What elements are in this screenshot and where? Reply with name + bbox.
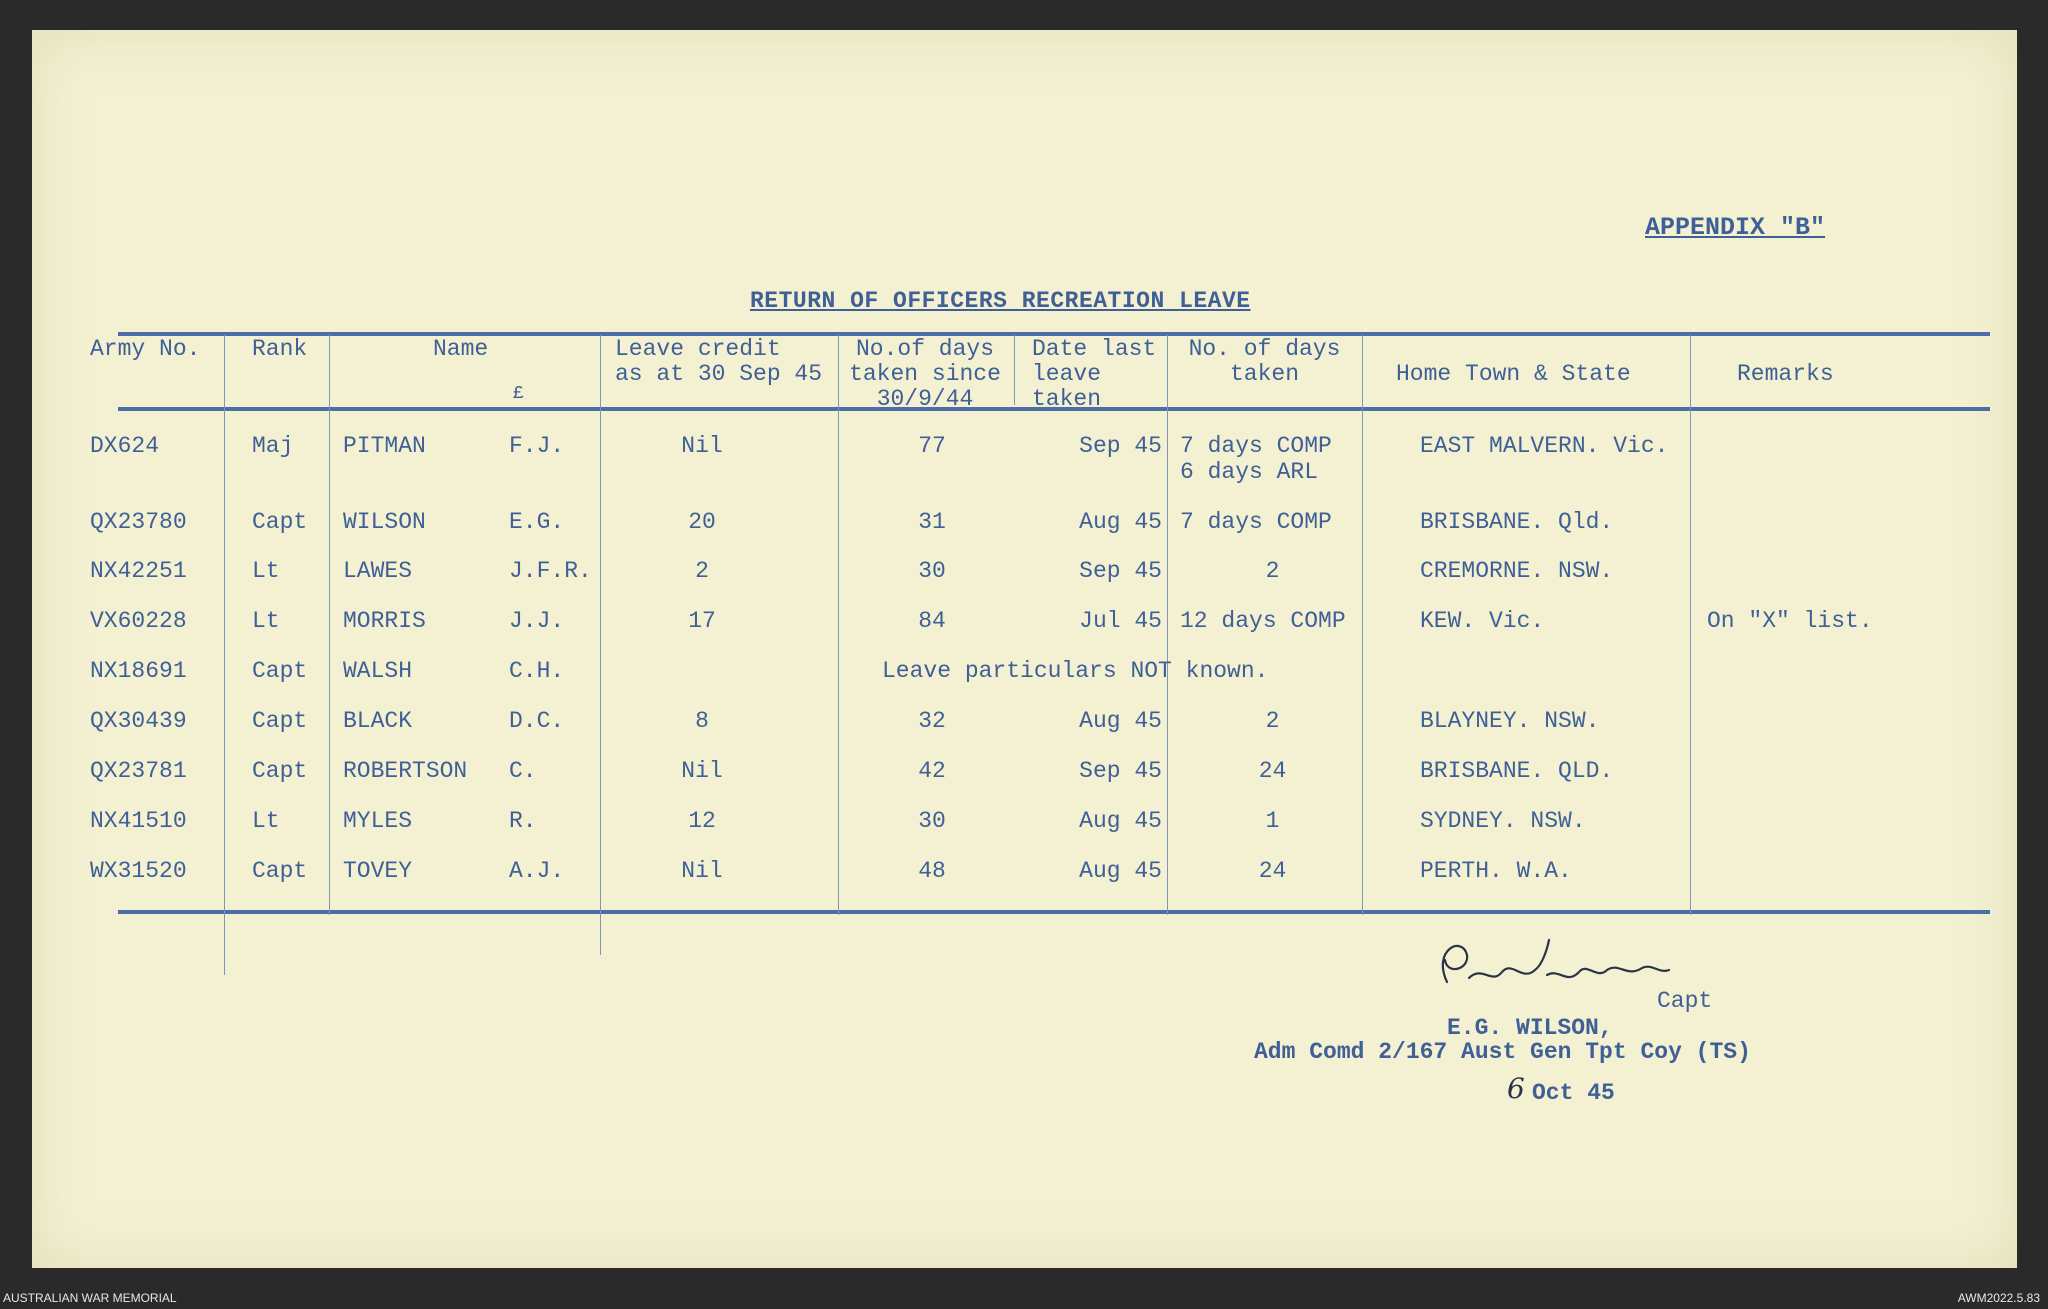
rank-cell: Capt: [252, 509, 308, 535]
home-town-cell: CREMORNE. NSW.: [1420, 558, 1614, 584]
army-no-cell: NX18691: [90, 658, 187, 684]
surname-cell: WALSH: [343, 658, 413, 684]
header-home-town: Home Town & State: [1396, 361, 1631, 387]
document-title: RETURN OF OFFICERS RECREATION LEAVE: [750, 288, 1251, 314]
leave-credit-cell: 8: [695, 708, 709, 734]
days-taken-cell: 30: [918, 558, 946, 584]
archive-reference: AWM2022.5.83: [1957, 1291, 2040, 1305]
initials-cell: J.J.: [509, 608, 565, 634]
no-of-days-cell: 12 days COMP: [1180, 608, 1346, 634]
table-bottom-rule: [118, 910, 1990, 914]
signature-rank: Capt: [1657, 988, 1713, 1014]
initials-cell: D.C.: [509, 708, 565, 734]
column-divider: [1690, 335, 1691, 915]
date-last-leave-cell: Aug 45: [1079, 509, 1162, 535]
rank-cell: Capt: [252, 858, 308, 884]
column-divider: [224, 335, 225, 975]
army-no-cell: NX41510: [90, 808, 187, 834]
column-divider: [838, 335, 839, 915]
home-town-cell: KEW. Vic.: [1420, 608, 1545, 634]
leave-credit-cell: 12: [688, 808, 716, 834]
date-last-leave-cell: Aug 45: [1079, 808, 1162, 834]
army-no-cell: WX31520: [90, 858, 187, 884]
home-town-cell: EAST MALVERN. Vic.: [1420, 433, 1669, 459]
initials-cell: F.J.: [509, 433, 565, 459]
army-no-cell: QX30439: [90, 708, 187, 734]
surname-cell: ROBERTSON: [343, 758, 468, 784]
date-last-leave-cell: Sep 45: [1079, 558, 1162, 584]
rank-cell: Lt: [252, 808, 280, 834]
leave-credit-cell: Nil: [681, 433, 723, 459]
surname-cell: MORRIS: [343, 608, 426, 634]
initials-cell: E.G.: [509, 509, 565, 535]
no-of-days-cell: 2: [1265, 708, 1280, 734]
initials-cell: A.J.: [509, 858, 565, 884]
row-note: Leave particulars NOT known.: [882, 658, 1269, 684]
header-army-no: Army No.: [90, 336, 201, 362]
days-taken-cell: 31: [918, 509, 946, 535]
no-of-days-cell: 7 days COMP: [1180, 433, 1332, 459]
leave-credit-cell: Nil: [681, 858, 723, 884]
army-no-cell: QX23781: [90, 758, 187, 784]
surname-cell: PITMAN: [343, 433, 426, 459]
header-days-taken: No.of days taken since 30/9/44: [849, 336, 1001, 412]
army-no-cell: QX23780: [90, 509, 187, 535]
rank-cell: Lt: [252, 558, 280, 584]
column-divider: [1014, 335, 1015, 405]
leave-credit-cell: 2: [695, 558, 709, 584]
days-taken-cell: 48: [918, 858, 946, 884]
header-date-last-leave: Date last leave taken: [1032, 336, 1157, 412]
header-no-of-days: No. of days taken: [1188, 336, 1341, 387]
no-of-days-cell: 24: [1258, 758, 1287, 784]
surname-cell: WILSON: [343, 509, 426, 535]
leave-credit-cell: Nil: [681, 758, 723, 784]
home-town-cell: BLAYNEY. NSW.: [1420, 708, 1600, 734]
remarks-cell: On "X" list.: [1707, 608, 1873, 634]
no-of-days-cell: 7 days COMP: [1180, 509, 1332, 535]
days-taken-cell: 32: [918, 708, 946, 734]
days-taken-cell: 84: [918, 608, 946, 634]
home-town-cell: SYDNEY. NSW.: [1420, 808, 1586, 834]
date-last-leave-cell: Sep 45: [1079, 758, 1162, 784]
archive-credit: AUSTRALIAN WAR MEMORIAL: [3, 1291, 177, 1305]
signature-date: Oct 45: [1532, 1080, 1615, 1106]
appendix-label: APPENDIX "B": [1645, 213, 1826, 242]
army-no-cell: NX42251: [90, 558, 187, 584]
leave-credit-cell: 20: [688, 509, 716, 535]
leave-credit-cell: 17: [688, 608, 716, 634]
army-no-cell: VX60228: [90, 608, 187, 634]
surname-cell: TOVEY: [343, 858, 413, 884]
column-divider: [1167, 335, 1168, 915]
header-rank: Rank: [252, 336, 308, 362]
header-remarks: Remarks: [1737, 361, 1834, 387]
days-taken-cell: 77: [918, 433, 946, 459]
initials-cell: J.F.R.: [509, 558, 592, 584]
home-town-cell: PERTH. W.A.: [1420, 858, 1572, 884]
rank-cell: Capt: [252, 758, 308, 784]
surname-cell: LAWES: [343, 558, 413, 584]
initials-cell: C.: [509, 758, 537, 784]
rank-cell: Capt: [252, 708, 308, 734]
no-of-days-second-line: 6 days ARL: [1180, 459, 1319, 485]
date-last-leave-cell: Sep 45: [1079, 433, 1162, 459]
date-last-leave-cell: Aug 45: [1079, 858, 1162, 884]
signature-date-handwritten: 6: [1507, 1072, 1525, 1105]
rank-cell: Capt: [252, 658, 308, 684]
signature-unit: Adm Comd 2/167 Aust Gen Tpt Coy (TS): [1254, 1039, 1751, 1065]
no-of-days-cell: 2: [1265, 558, 1280, 584]
no-of-days-cell: 24: [1258, 858, 1287, 884]
column-divider: [600, 335, 601, 955]
home-town-cell: BRISBANE. QLD.: [1420, 758, 1614, 784]
surname-cell: MYLES: [343, 808, 413, 834]
document-page: [32, 30, 2017, 1268]
rank-cell: Maj: [252, 433, 294, 459]
days-taken-cell: 30: [918, 808, 946, 834]
header-name-mark: £: [513, 384, 524, 404]
header-leave-credit: Leave credit as at 30 Sep 45: [615, 336, 823, 387]
column-divider: [329, 335, 330, 915]
army-no-cell: DX624: [90, 433, 160, 459]
no-of-days-cell: 1: [1265, 808, 1280, 834]
surname-cell: BLACK: [343, 708, 413, 734]
home-town-cell: BRISBANE. Qld.: [1420, 509, 1614, 535]
header-name: Name: [433, 336, 489, 362]
initials-cell: R.: [509, 808, 537, 834]
rank-cell: Lt: [252, 608, 280, 634]
signature-name: E.G. WILSON,: [1447, 1015, 1613, 1041]
date-last-leave-cell: Aug 45: [1079, 708, 1162, 734]
days-taken-cell: 42: [918, 758, 946, 784]
date-last-leave-cell: Jul 45: [1079, 608, 1162, 634]
initials-cell: C.H.: [509, 658, 565, 684]
